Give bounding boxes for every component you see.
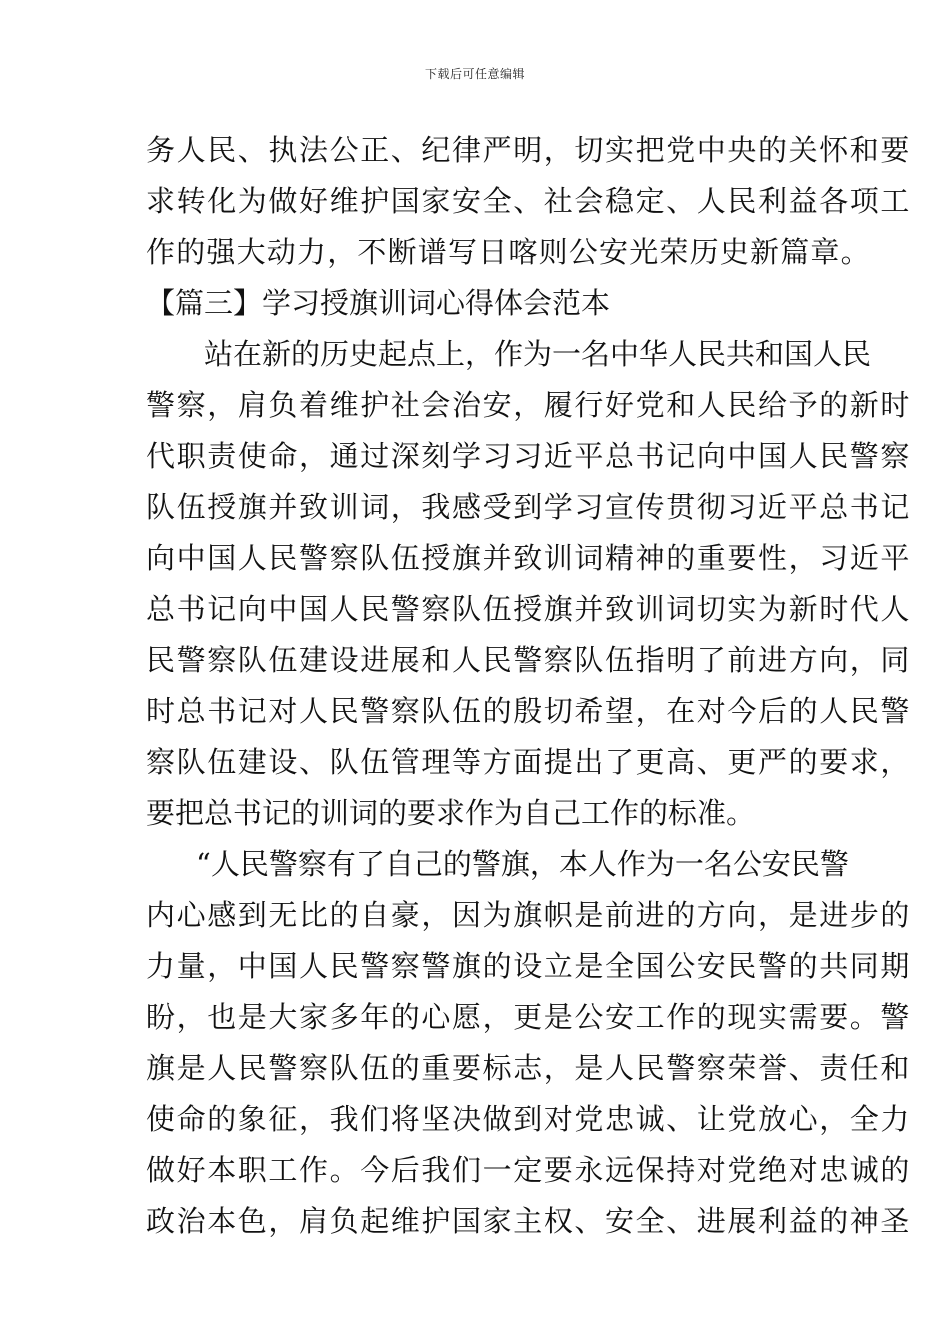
page-header: 下载后可任意编辑: [424, 67, 525, 81]
text-line: 求转化为做好维护国家安全、社会稳定、人民利益各项工: [146, 184, 912, 218]
text-line: 察队伍建设、队伍管理等方面提出了更高、更严的要求，: [146, 745, 912, 779]
section-heading: 【篇三】学习授旗训词心得体会范本: [146, 286, 611, 320]
text-line: 旗是人民警察队伍的重要标志，是人民警察荣誉、责任和: [146, 1051, 912, 1085]
body-text: [146, 131, 912, 1253]
text-line: 使命的象征，我们将坚决做到对党忠诚、让党放心，全力: [146, 1102, 912, 1136]
text-line: 要把总书记的训词的要求作为自己工作的标准。: [146, 796, 756, 830]
text-line: 务人民、执法公正、纪律严明，切实把党中央的关怀和要: [146, 133, 912, 167]
text-line: 内心感到无比的自豪，因为旗帜是前进的方向，是进步的: [146, 898, 912, 932]
text-line: 时总书记对人民警察队伍的殷切希望，在对今后的人民警: [146, 694, 912, 728]
text-line: 队伍授旗并致训词，我感受到学习宣传贯彻习近平总书记: [146, 490, 912, 524]
text-line: 向中国人民警察队伍授旗并致训词精神的重要性，习近平: [146, 541, 912, 575]
text-line: 作的强大动力，不断谱写日喀则公安光荣历史新篇章。: [146, 235, 871, 269]
text-line: 总书记向中国人民警察队伍授旗并致训词切实为新时代人: [146, 592, 912, 626]
text-line: 代职责使命，通过深刻学习习近平总书记向中国人民警察: [146, 439, 912, 473]
text-line: 警察，肩负着维护社会治安，履行好党和人民给予的新时: [146, 388, 912, 422]
text-line: 盼，也是大家多年的心愿，更是公安工作的现实需要。警: [146, 1000, 912, 1034]
text-line: 政治本色，肩负起维护国家主权、安全、进展利益的神圣: [146, 1204, 912, 1238]
paragraph-first-line: 站在新的历史起点上，作为一名中华人民共和国人民: [204, 337, 872, 371]
text-line: 力量，中国人民警察警旗的设立是全国公安民警的共同期: [146, 949, 912, 983]
text-line: 做好本职工作。今后我们一定要永远保持对党绝对忠诚的: [146, 1153, 912, 1187]
paragraph-first-line: “人民警察有了自己的警旗，本人作为一名公安民警: [196, 847, 849, 881]
text-line: 民警察队伍建设进展和人民警察队伍指明了前进方向，同: [146, 643, 912, 677]
